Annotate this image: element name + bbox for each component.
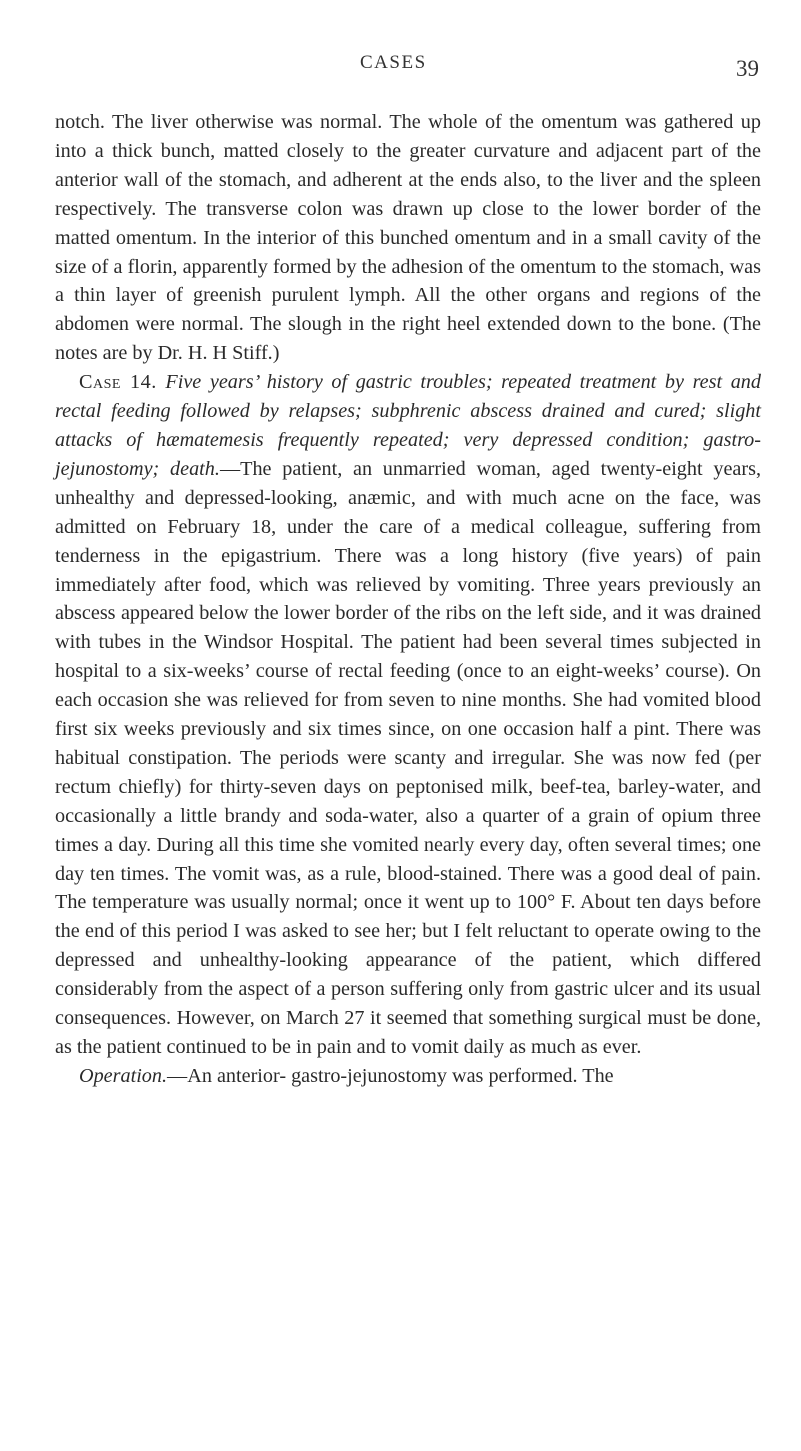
continuation-text: notch. The liver otherwise was normal. The whole of the omentum was gathered up into a thick bunch, matted closely to the greater curvature and adjacent part of the anterior wall of the stomach, and adherent at the ends also, to the liver and the spleen respectively. The transverse colon was drawn up close to the lower border of the matted omentum. In the interior of this bunched omentum and in a small cavity of the size of a florin, apparently formed by the adhesion of the omentum to the stomach, was a thin layer of greenish purulent lymph. All the other organs and regions of the abdomen were normal. The slough in the right heel extended down to the bone. (The notes are by Dr. H. H Stiff.) [55,111,761,365]
running-header [0,52,801,92]
case-title: Five years’ history of gastric troubles; repeated treatment by rest and rectal feeding followed by relapses; subphrenic abscess drained and cured; slight attacks of hæmatemesis frequently repeated; very depressed condition; gastro-jejunostomy; death. [55,371,761,480]
case-label: Case 14. [79,371,157,394]
running-title: CASES [360,52,427,73]
operation-label: Operation. [79,1064,168,1087]
case-text: —The patient, an unmarried woman, aged twenty-eight years, unhealthy and depressed-looking, anæmic, and with much acne on the face, was admitted on February 18, under the care of a medical colleague, suffering from tenderness in the epigastrium. There was a long history (five years) of pain immediately after food, which was relieved by vomiting. Three years previously an abscess appeared below the lower border of the ribs on the left side, and it was drained with tubes in the Windsor Hospital. The patient had been several times subjected in hospital to a six-weeks’ course of rectal feeding (once to an eight-weeks’ course). On each occasion she was relieved for from seven to nine months. She had vomited blood first six weeks previously and six times since, on one occasion half a pint. There was habitual constipation. The periods were scanty and irregular. She was now fed (per rectum chiefly) for thirty-seven days on peptonised milk, beef-tea, barley-water, and occasionally a little brandy and soda-water, also a quarter of a grain of opium three times a day. During all this time she vomited nearly every day, often several times; one day ten times. The vomit was, as a rule, blood-stained. There was a good deal of pain. The temperature was usually normal; once it went up to 100° F. About ten days before the end of this period I was asked to see her; but I felt reluctant to operate owing to the depressed and unhealthy-looking appearance of the patient, which differed considerably from the aspect of a person suffering only from gastric ulcer and its usual consequences. However, on March 27 it seemed that something surgical must be done, as the patient continued to be in pain and to vomit daily as much as ever. [55,457,761,1058]
operation-paragraph [55,1062,761,1091]
operation-text: —An anterior- gastro-jejunostomy was performed. The [167,1064,614,1087]
body-text [55,108,761,1091]
continuation-paragraph [55,108,761,368]
page-number: 39 [736,56,759,81]
case-14-paragraph [55,368,761,1062]
